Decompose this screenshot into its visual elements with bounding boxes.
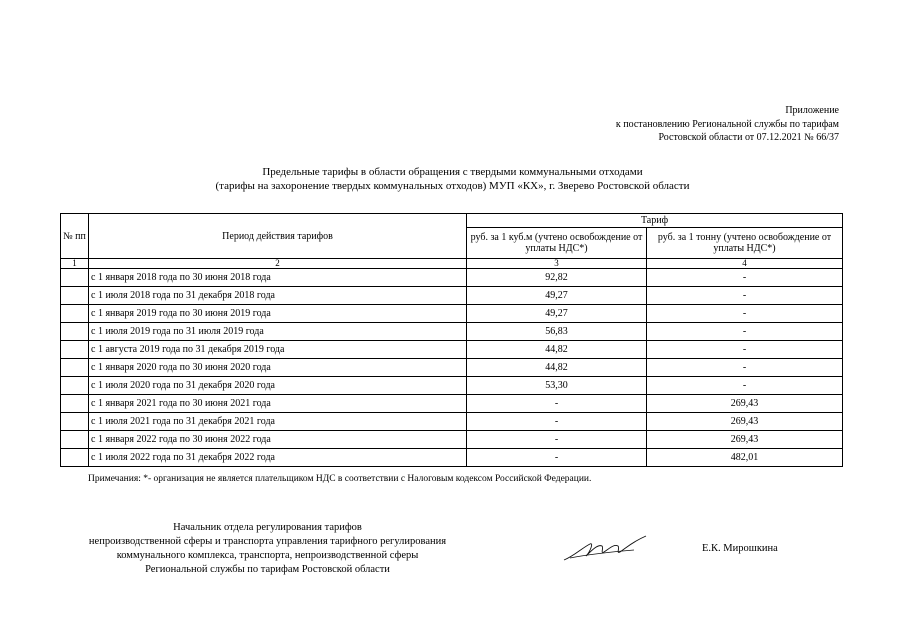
period-cell: с 1 августа 2019 года по 31 декабря 2019 года: [89, 341, 467, 359]
appendix-line: Ростовской области от 07.12.2021 № 66/37: [658, 132, 839, 143]
tariff-ton-cell: -: [647, 305, 843, 323]
tariff-m3-cell: 49,27: [467, 287, 647, 305]
tariff-m3-cell: 44,82: [467, 359, 647, 377]
tariff-ton-cell: -: [647, 287, 843, 305]
appendix-line: к постановлению Региональной службы по тарифам: [615, 118, 839, 130]
title-line: (тарифы на захоронение твердых коммунальных отходов) МУП «КХ», г. Зверево Ростовской области: [215, 180, 690, 192]
tariff-ton-cell: -: [647, 323, 843, 341]
header-tariff: Тариф: [467, 214, 843, 228]
note: Примечания: *- организация не является плательщиком НДС в соответствии с Налоговым кодексом Российской Федерации.: [88, 474, 592, 484]
header-per-ton: руб. за 1 тонну (учтено освобождение от уплаты НДС*): [647, 228, 843, 259]
handwritten-signature: [560, 530, 650, 566]
table-row: [61, 359, 843, 377]
table-row: [61, 269, 843, 287]
table-row: [61, 395, 843, 413]
tariff-ton-cell: 269,43: [647, 395, 843, 413]
row-number-cell: [61, 323, 89, 341]
table-row: [61, 431, 843, 449]
table-row: [61, 413, 843, 431]
signatory-line: непроизводственной сферы и транспорта управления тарифного регулирования: [88, 536, 447, 547]
header-period: Период действия тарифов: [89, 214, 467, 259]
tariff-m3-cell: -: [467, 431, 647, 449]
signatory-line: Начальник отдела регулирования тарифов: [173, 522, 362, 533]
row-number-cell: [61, 359, 89, 377]
row-number-cell: [61, 269, 89, 287]
period-cell: с 1 июля 2019 года по 31 июля 2019 года: [89, 323, 467, 341]
document-title: [60, 165, 845, 193]
tariff-m3-cell: -: [467, 449, 647, 467]
tariff-m3-cell: 44,82: [467, 341, 647, 359]
column-index: 4: [647, 259, 843, 269]
signatory-line: коммунального комплекса, транспорта, непроизводственной сферы: [116, 550, 419, 561]
title-line: Предельные тарифы в области обращения с твердыми коммунальными отходами: [262, 166, 643, 178]
row-number-cell: [61, 395, 89, 413]
column-index: 3: [467, 259, 647, 269]
period-cell: с 1 июля 2022 года по 31 декабря 2022 года: [89, 449, 467, 467]
table-row: [61, 377, 843, 395]
row-number-cell: [61, 305, 89, 323]
table-row: [61, 323, 843, 341]
tariff-m3-cell: 92,82: [467, 269, 647, 287]
signer-name: Е.К. Мирошкина: [702, 543, 778, 554]
period-cell: с 1 января 2021 года по 30 июня 2021 года: [89, 395, 467, 413]
column-index: 1: [61, 259, 89, 269]
period-cell: с 1 января 2018 года по 30 июня 2018 года: [89, 269, 467, 287]
row-number-cell: [61, 341, 89, 359]
row-number-cell: [61, 287, 89, 305]
period-cell: с 1 июля 2018 года по 31 декабря 2018 года: [89, 287, 467, 305]
appendix-line: Приложение: [785, 105, 839, 116]
tariff-m3-cell: 49,27: [467, 305, 647, 323]
period-cell: с 1 января 2020 года по 30 июня 2020 года: [89, 359, 467, 377]
table-row: [61, 305, 843, 323]
tariff-m3-cell: 53,30: [467, 377, 647, 395]
table-row: [61, 341, 843, 359]
signatory-line: Региональной службы по тарифам Ростовской области: [145, 564, 390, 575]
column-index: 2: [89, 259, 467, 269]
tariff-m3-cell: -: [467, 413, 647, 431]
period-cell: с 1 января 2019 года по 30 июня 2019 года: [89, 305, 467, 323]
tariff-ton-cell: 269,43: [647, 431, 843, 449]
signatory-position: [60, 521, 475, 577]
tariff-m3-cell: -: [467, 395, 647, 413]
column-index-row: [61, 259, 843, 269]
row-number-cell: [61, 413, 89, 431]
tariff-ton-cell: -: [647, 341, 843, 359]
header-num: № пп: [61, 214, 89, 259]
period-cell: с 1 июля 2020 года по 31 декабря 2020 года: [89, 377, 467, 395]
header-per-m3: руб. за 1 куб.м (учтено освобождение от уплаты НДС*): [467, 228, 647, 259]
tariff-m3-cell: 56,83: [467, 323, 647, 341]
tariffs-table: [60, 213, 843, 467]
tariff-ton-cell: -: [647, 377, 843, 395]
period-cell: с 1 января 2022 года по 30 июня 2022 года: [89, 431, 467, 449]
tariff-ton-cell: -: [647, 359, 843, 377]
table-row: [61, 449, 843, 467]
row-number-cell: [61, 449, 89, 467]
tariff-ton-cell: 482,01: [647, 449, 843, 467]
period-cell: с 1 июля 2021 года по 31 декабря 2021 года: [89, 413, 467, 431]
appendix-header: [616, 104, 839, 145]
tariff-ton-cell: -: [647, 269, 843, 287]
table-row: [61, 287, 843, 305]
row-number-cell: [61, 431, 89, 449]
tariff-ton-cell: 269,43: [647, 413, 843, 431]
row-number-cell: [61, 377, 89, 395]
